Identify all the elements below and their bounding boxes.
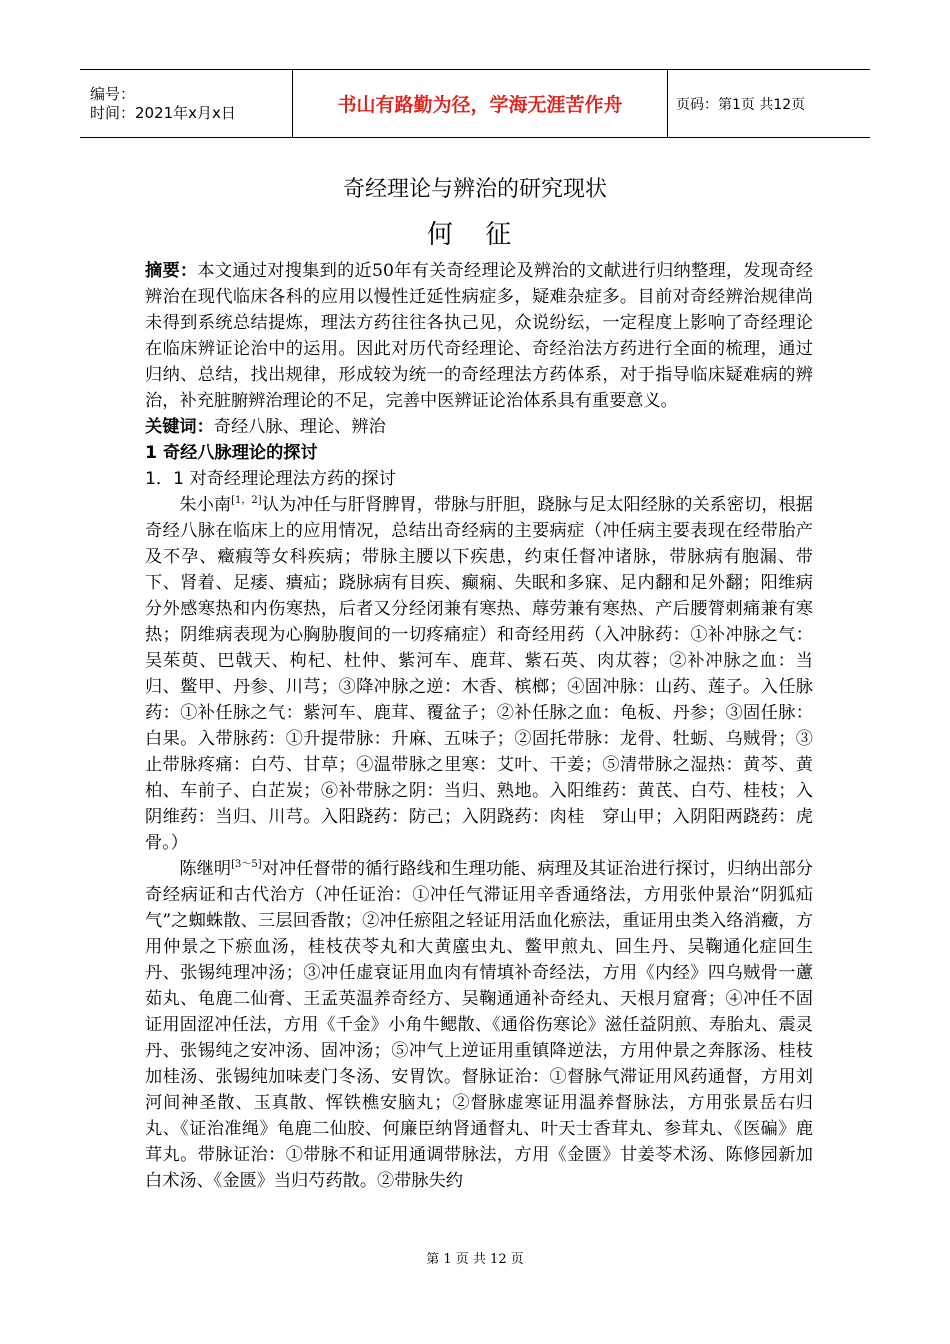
abstract-paragraph (145, 258, 813, 414)
header-info-cell (80, 70, 293, 137)
document-title: 奇经理论与辨治的研究现状 (342, 177, 607, 202)
header-motto: 书山有路勤为径，学海无涯苦作舟 (337, 94, 623, 116)
body-paragraph-2 (145, 856, 813, 1194)
header-motto-cell (293, 70, 668, 137)
header-page-info: 页码：第1页 共12页 (676, 96, 806, 113)
document-body (145, 258, 813, 1194)
document-time-label: 时间：2021年x月x日 (90, 103, 236, 122)
document-number-label: 编号： (90, 84, 136, 103)
citation-3-5: [3～5] (231, 859, 262, 870)
document-author: 何 征 (426, 220, 524, 250)
keywords-label: 关键词： (145, 417, 214, 437)
header-page-cell (668, 70, 870, 137)
section-heading-1-1: 1．1 对奇经理论理法方药的探讨 (145, 469, 396, 489)
para1-lead: 朱小南 (179, 495, 232, 515)
para2-lead: 陈继明 (179, 859, 232, 879)
keywords-text: 奇经八脉、理论、辨治 (213, 417, 386, 437)
page-header (80, 69, 870, 138)
body-paragraph-1 (145, 492, 813, 856)
para1-text: 认为冲任与肝肾脾胃，带脉与肝胆，跷脉与足太阳经脉的关系密切，根据奇经八脉在临床上的应用情况，总结出奇经病的主要病症（冲任病主要表现在经带胎产及不孕、癥瘕等女科疾病；带脉主腰以下疾患，约束任督冲诸脉，带脉病有胞漏、带下、肾着、足痿、㿉疝；跷脉病有目疾、癫痫、失眠和多寐、足内翻和足外翻；阳维病分外感寒热和内伤寒热，后者又分经闭兼有寒热、蓐劳兼有寒热、产后腰膂刺痛兼有寒热；阴维病表现为心胸胁腹间的一切疼痛症）和奇经用药（入冲脉药：①补冲脉之气：吴茱萸、巴戟天、枸杞、杜仲、紫河车、鹿茸、紫石英、肉苁蓉；②补冲脉之血：当归、鳖甲、丹参、川芎；③降冲脉之逆：木香、槟榔；④固冲脉：山药、莲子。入任脉药：①补任脉之气：紫河车、鹿茸、覆盆子；②补任脉之血：龟板、丹参；③固任脉：白果。入带脉药：①升提带脉：升麻、五味子；②固托带脉：龙骨、牡蛎、乌贼骨；③止带脉疼痛：白芍、甘草；④温带脉之里寒：艾叶、干姜；⑤清带脉之湿热：黄芩、黄柏、车前子、白芷炭；⑥补带脉之阴：当归、熟地。入阳维药：黄芪、白芍、桂枝；入阴维药：当归、川芎。入阳跷药：防己；入阴跷药：肉桂 穿山甲；入阴阳两跷药：虎骨。） (145, 495, 813, 853)
page-footer: 第 1 页 共 12 页 (426, 1252, 524, 1267)
para2-text: 对冲任督带的循行路线和生理功能、病理及其证治进行探讨，归纳出部分奇经病证和古代治方（冲任证治：①冲任气滞证用辛香通络法，方用张仲景治“阴狐疝气”之蜘蛛散、三层回香散；②冲任瘀阻之轻证用活血化瘀法，重证用虫类入络消癥，方用仲景之下瘀血汤，桂枝茯苓丸和大黄䗪虫丸、鳖甲煎丸、回生丹、吴鞠通化症回生丹、张锡纯理冲汤；③冲任虚衰证用血肉有情填补奇经法，方用《内经》四乌贼骨一藘茹丸、龟鹿二仙膏、王孟英温养奇经方、吴鞠通通补奇经丸、天根月窟膏；④冲任不固证用固涩冲任法，方用《千金》小角牛鳃散、《通俗伤寒论》滋任益阴煎、寿胎丸、震灵丹、张锡纯之安冲汤、固冲汤；⑤冲气上逆证用重镇降逆法，方用仲景之奔豚汤、桂枝加桂汤、张锡纯加味麦门冬汤、安胃饮。督脉证治：①督脉气滞证用风药通督，方用刘河间神圣散、玉真散、恽铁樵安脑丸；②督脉虚寒证用温养督脉法，方用张景岳右归丸、《证治准绳》龟鹿二仙胶、何廉臣纳肾通督丸、叶天士香茸丸、参茸丸、《医碥》鹿茸丸。带脉证治：①带脉不和证用通调带脉法，方用《金匮》甘姜苓术汤、陈修园新加白术汤、《金匮》当归芍药散。②带脉失约 (145, 859, 813, 1191)
abstract-label: 摘要： (145, 261, 198, 281)
keywords-paragraph (145, 414, 813, 440)
citation-1-2: [1，2] (231, 495, 262, 506)
abstract-text: 本文通过对搜集到的近50年有关奇经理论及辨治的文献进行归纳整理，发现奇经辨治在现代临床各科的应用以慢性迁延性病症多，疑难杂症多。目前对奇经辨治规律尚未得到系统总结提炼，理法方药往往各执己见，众说纷纭，一定程度上影响了奇经理论在临床辨证论治中的运用。因此对历代奇经理论、奇经治法方药进行全面的梳理，通过归纳、总结，找出规律，形成较为统一的奇经理法方药体系，对于指导临床疑难病的辨治，补充脏腑辨治理论的不足，完善中医辨证论治体系具有重要意义。 (145, 261, 813, 411)
section-heading-1: 1 奇经八脉理论的探讨 (145, 443, 318, 463)
